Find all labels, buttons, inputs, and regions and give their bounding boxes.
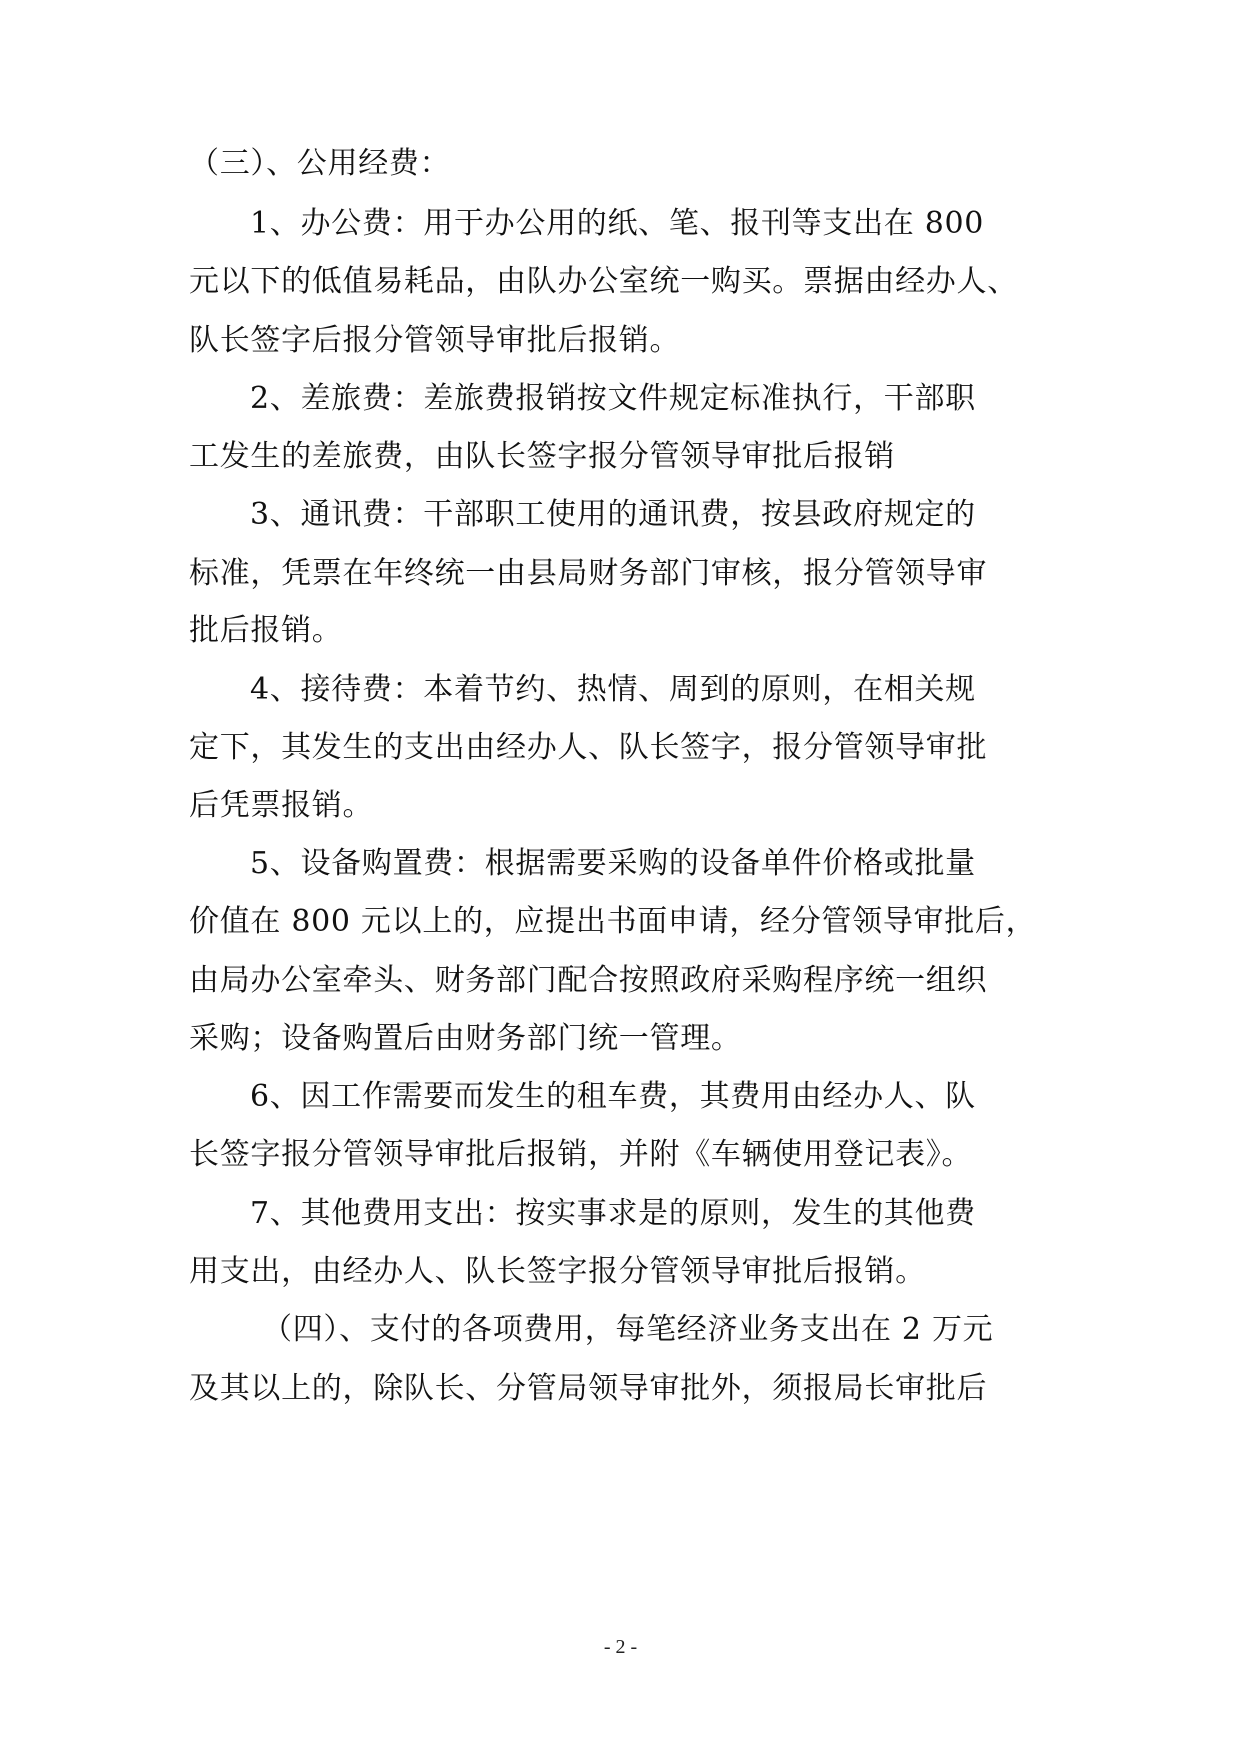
paragraph-line: 工发生的差旅费，由队长签字报分管领导审批后报销 xyxy=(189,439,896,474)
section-heading-public-funds: （三）、公用经费： xyxy=(189,146,451,181)
page-number: - 2 - xyxy=(603,1636,638,1658)
paragraph-line: 6、因工作需要而发生的租车费，其费用由经办人、队 xyxy=(250,1079,976,1114)
paragraph-line: 1、办公费：用于办公用的纸、笔、报刊等支出在 800 xyxy=(250,206,985,241)
paragraph-line: 采购；设备购置后由财务部门统一管理。 xyxy=(189,1021,742,1056)
paragraph-line: 后凭票报销。 xyxy=(189,788,374,823)
paragraph-line: 长签字报分管领导审批后报销，并附《车辆使用登记表》。 xyxy=(189,1137,973,1172)
paragraph-line: 3、通讯费：干部职工使用的通讯费，按县政府规定的 xyxy=(250,497,976,532)
paragraph-line: 用支出，由经办人、队长签字报分管领导审批后报销。 xyxy=(189,1254,926,1289)
paragraph-line: 标准，凭票在年终统一由县局财务部门审核，报分管领导审 xyxy=(189,556,988,591)
paragraph-line: 元以下的低值易耗品，由队办公室统一购买。票据由经办人、 xyxy=(189,264,1018,299)
paragraph-line: 由局办公室牵头、财务部门配合按照政府采购程序统一组织 xyxy=(189,963,988,998)
paragraph-line: 5、设备购置费：根据需要采购的设备单件价格或批量 xyxy=(250,846,976,881)
paragraph-line: 4、接待费：本着节约、热情、周到的原则，在相关规 xyxy=(250,672,976,707)
paragraph-line: 7、其他费用支出：按实事求是的原则，发生的其他费 xyxy=(250,1196,976,1231)
paragraph-line: 及其以上的，除队长、分管局领导审批外，须报局长审批后 xyxy=(189,1371,988,1406)
paragraph-line: 2、差旅费：差旅费报销按文件规定标准执行，干部职 xyxy=(250,381,976,416)
section-heading-large-payments: （四）、支付的各项费用，每笔经济业务支出在 2 万元 xyxy=(262,1312,994,1347)
paragraph-line: 队长签字后报分管领导审批后报销。 xyxy=(189,323,681,358)
paragraph-line: 批后报销。 xyxy=(189,613,343,648)
paragraph-line: 定下，其发生的支出由经办人、队长签字，报分管领导审批 xyxy=(189,730,988,765)
paragraph-line: 价值在 800 元以上的，应提出书面申请，经分管领导审批后， xyxy=(189,904,1037,939)
